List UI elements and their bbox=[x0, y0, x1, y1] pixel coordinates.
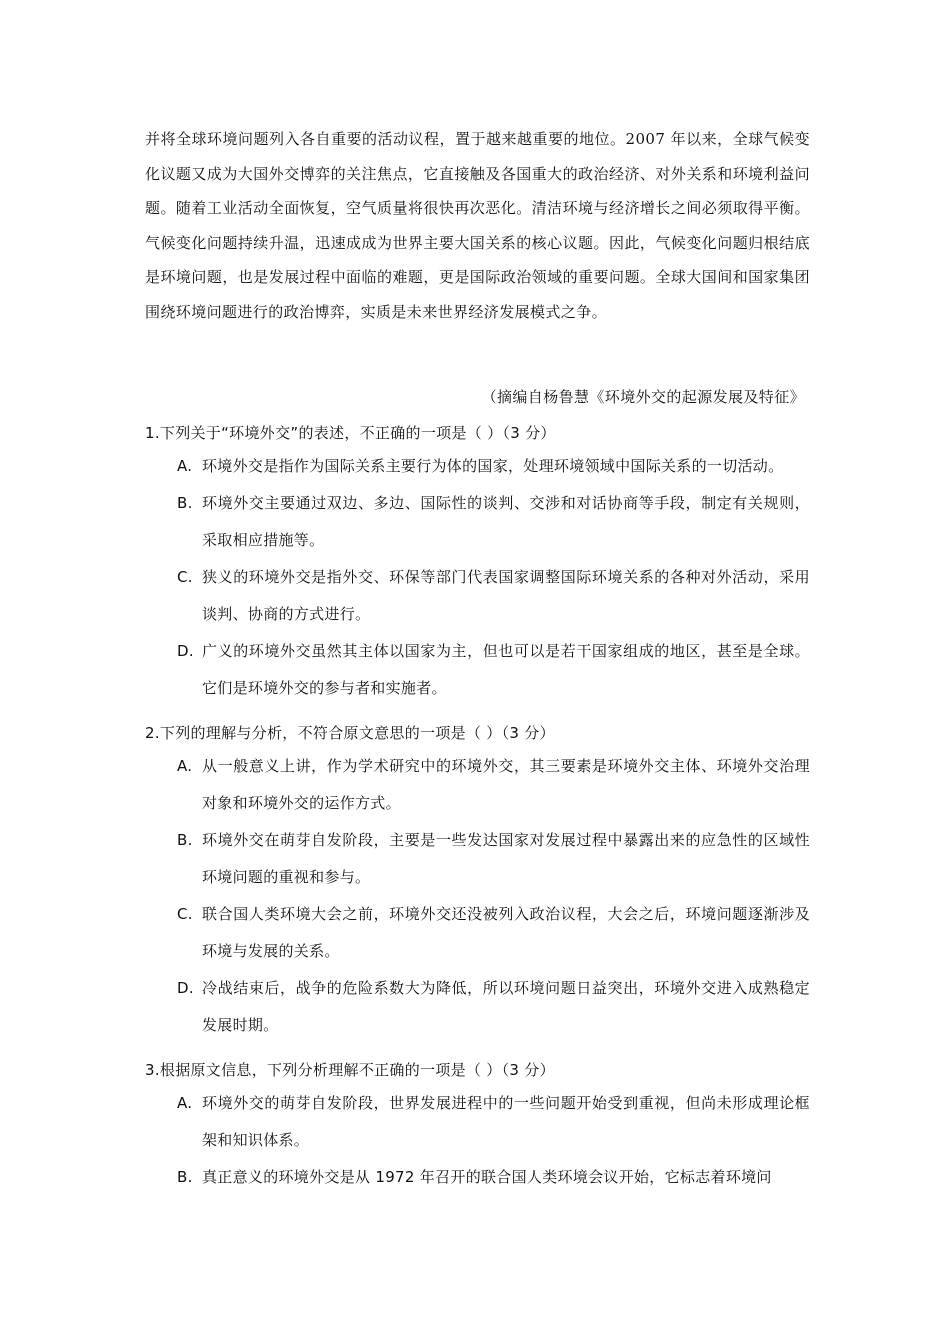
option-letter: A. bbox=[177, 1094, 193, 1112]
reading-passage bbox=[145, 122, 810, 330]
question-stem: 1.下列关于“环境外交”的表述，不正确的一项是（ ）（3 分） bbox=[145, 424, 556, 442]
option-letter: B. bbox=[177, 831, 193, 849]
option-b bbox=[145, 822, 810, 896]
option-text: 狭义的环境外交是指外交、环保等部门代表国家调整国际环境关系的各种对外活动，采用谈判、协商的方式进行。 bbox=[202, 568, 810, 623]
option-b bbox=[145, 1159, 810, 1196]
option-text: 冷战结束后，战争的危险系数大为降低，所以环境问题日益突出，环境外交进入成熟稳定发展时期。 bbox=[202, 979, 810, 1034]
option-a bbox=[145, 448, 810, 485]
option-text: 联合国人类环境大会之前，环境外交还没被列入政治议程，大会之后，环境问题逐渐涉及环境与发展的关系。 bbox=[202, 905, 810, 960]
question-stem: 2.下列的理解与分析，不符合原文意思的一项是（ ）（3 分） bbox=[145, 724, 555, 742]
passage-source: （摘编自杨鲁慧《环境外交的起源发展及特征》 bbox=[481, 388, 805, 406]
option-text: 广义的环境外交虽然其主体以国家为主，但也可以是若干国家组成的地区，甚至是全球。它们是环境外交的参与者和实施者。 bbox=[202, 642, 810, 697]
question-3 bbox=[145, 1055, 810, 1196]
option-letter: A. bbox=[177, 757, 193, 775]
option-letter: B. bbox=[177, 1168, 193, 1186]
option-letter: B. bbox=[177, 494, 193, 512]
option-c bbox=[145, 559, 810, 633]
option-b bbox=[145, 485, 810, 559]
option-letter: D. bbox=[177, 979, 194, 997]
option-text: 从一般意义上讲，作为学术研究中的环境外交，其三要素是环境外交主体、环境外交治理对象和环境外交的运作方式。 bbox=[202, 757, 810, 812]
option-letter: D. bbox=[177, 642, 194, 660]
option-text: 环境外交的萌芽自发阶段，世界发展进程中的一些问题开始受到重视，但尚未形成理论框架和知识体系。 bbox=[202, 1094, 810, 1149]
option-text: 真正意义的环境外交是从 1972 年召开的联合国人类环境会议开始，它标志着环境问 bbox=[202, 1168, 772, 1186]
option-c bbox=[145, 896, 810, 970]
passage-paragraph: 并将全球环境问题列入各自重要的活动议程，置于越来越重要的地位。2007 年以来，全球气候变化议题又成为大国外交博弈的关注焦点，它直接触及各国重大的政治经济、对外关系和环境利益问题。随着工业活动全面恢复，空气质量将很快再次恶化。清洁环境与经济增长之间必须取得平衡。气候变化问题持续升温，迅速成成为世界主要大国关系的核心议题。因此，气候变化问题归根结底是环境问题，也是发展过程中面临的难题，更是国际政治领域的重要问题。全球大国间和国家集团围绕环境问题进行的政治博弈，实质是未来世界经济发展模式之争。 bbox=[145, 130, 810, 321]
option-text: 环境外交在萌芽自发阶段，主要是一些发达国家对发展过程中暴露出来的应急性的区域性环境问题的重视和参与。 bbox=[202, 831, 810, 886]
option-text: 环境外交是指作为国际关系主要行为体的国家，处理环境领域中国际关系的一切活动。 bbox=[202, 457, 784, 475]
option-a bbox=[145, 1085, 810, 1159]
option-letter: A. bbox=[177, 457, 193, 475]
question-2 bbox=[145, 718, 810, 1044]
question-stem: 3.根据原文信息，下列分析理解不正确的一项是（ ）（3 分） bbox=[145, 1061, 555, 1079]
option-letter: C. bbox=[177, 568, 193, 586]
option-a bbox=[145, 748, 810, 822]
option-d bbox=[145, 633, 810, 707]
option-text: 环境外交主要通过双边、多边、国际性的谈判、交涉和对话协商等手段，制定有关规则，采取相应措施等。 bbox=[202, 494, 810, 549]
option-d bbox=[145, 970, 810, 1044]
question-list bbox=[145, 418, 810, 1207]
option-letter: C. bbox=[177, 905, 193, 923]
question-1 bbox=[145, 418, 810, 707]
